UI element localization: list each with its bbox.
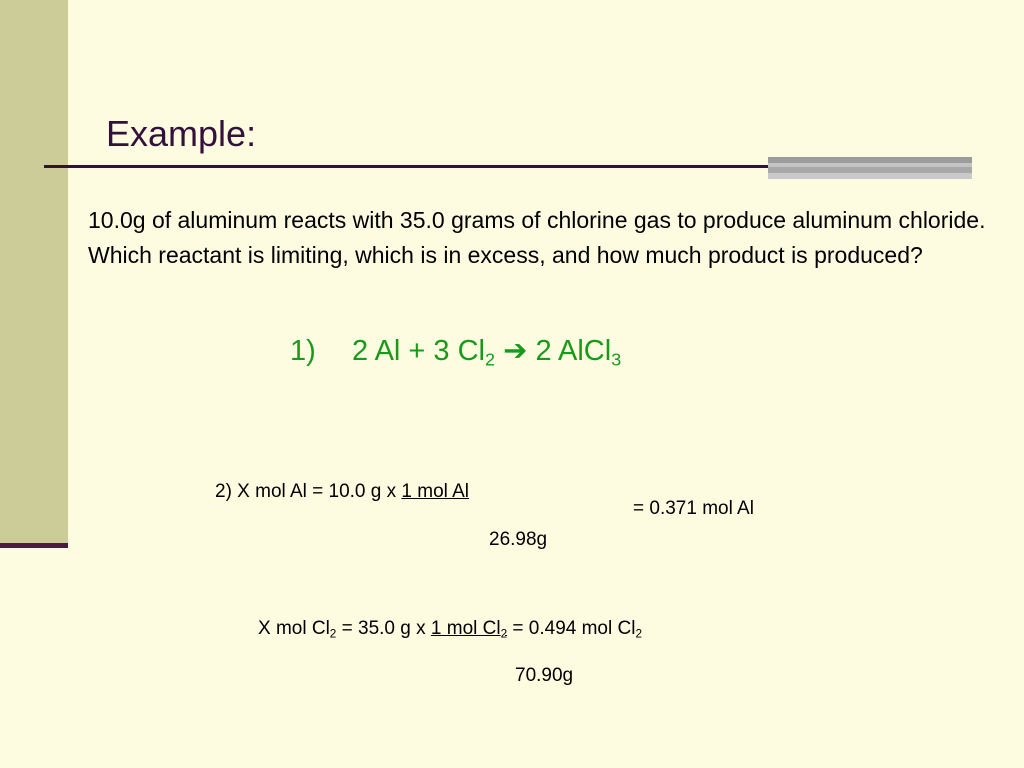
calc-al-numerator: 1 mol Al bbox=[401, 481, 469, 502]
equation-subscript: 2 bbox=[485, 349, 495, 370]
equation-reactants: 2 Al + 3 Cl bbox=[352, 335, 485, 367]
calc-cl-lhs: X mol Cl bbox=[258, 618, 330, 639]
calc-cl-denominator: 70.90g bbox=[515, 665, 574, 686]
calc-al-lhs bbox=[215, 481, 469, 504]
calc-al-result: = 0.371 mol Al bbox=[633, 498, 754, 519]
calc-al-denominator: 26.98g bbox=[489, 529, 548, 550]
left-decorative-band bbox=[0, 0, 68, 548]
equation-product: 2 AlCl bbox=[535, 335, 612, 367]
calc-cl-numerator-text: 1 mol Cl bbox=[430, 618, 501, 639]
calc-cl-subscript: 2 bbox=[329, 627, 337, 641]
problem-statement: 10.0g of aluminum reacts with 35.0 grams of chlorine gas to produce aluminum chloride. Which reactant is limiting, which is in excess, and how much product is produced? bbox=[88, 207, 986, 268]
calc-cl-subscript: 2 bbox=[635, 627, 642, 641]
slide-title: Example: bbox=[106, 113, 257, 154]
calc-cl-subscript: 2 bbox=[500, 627, 508, 641]
calc-cl-result: = 0.494 mol Cl bbox=[507, 618, 636, 639]
step-number-1: 1) bbox=[290, 335, 316, 367]
calc-cl-lhs-rest: = 35.0 g x bbox=[336, 618, 431, 639]
calc-cl-line bbox=[258, 618, 642, 641]
decorative-gray-bar bbox=[768, 157, 972, 179]
calc-cl-numerator bbox=[431, 618, 507, 639]
arrow-icon: ➔ bbox=[503, 335, 528, 367]
equation-subscript: 3 bbox=[611, 349, 622, 370]
balanced-equation bbox=[290, 334, 621, 369]
calc-al-lhs-text: 2) X mol Al = 10.0 g x bbox=[215, 481, 402, 502]
left-accent-line bbox=[0, 543, 68, 548]
